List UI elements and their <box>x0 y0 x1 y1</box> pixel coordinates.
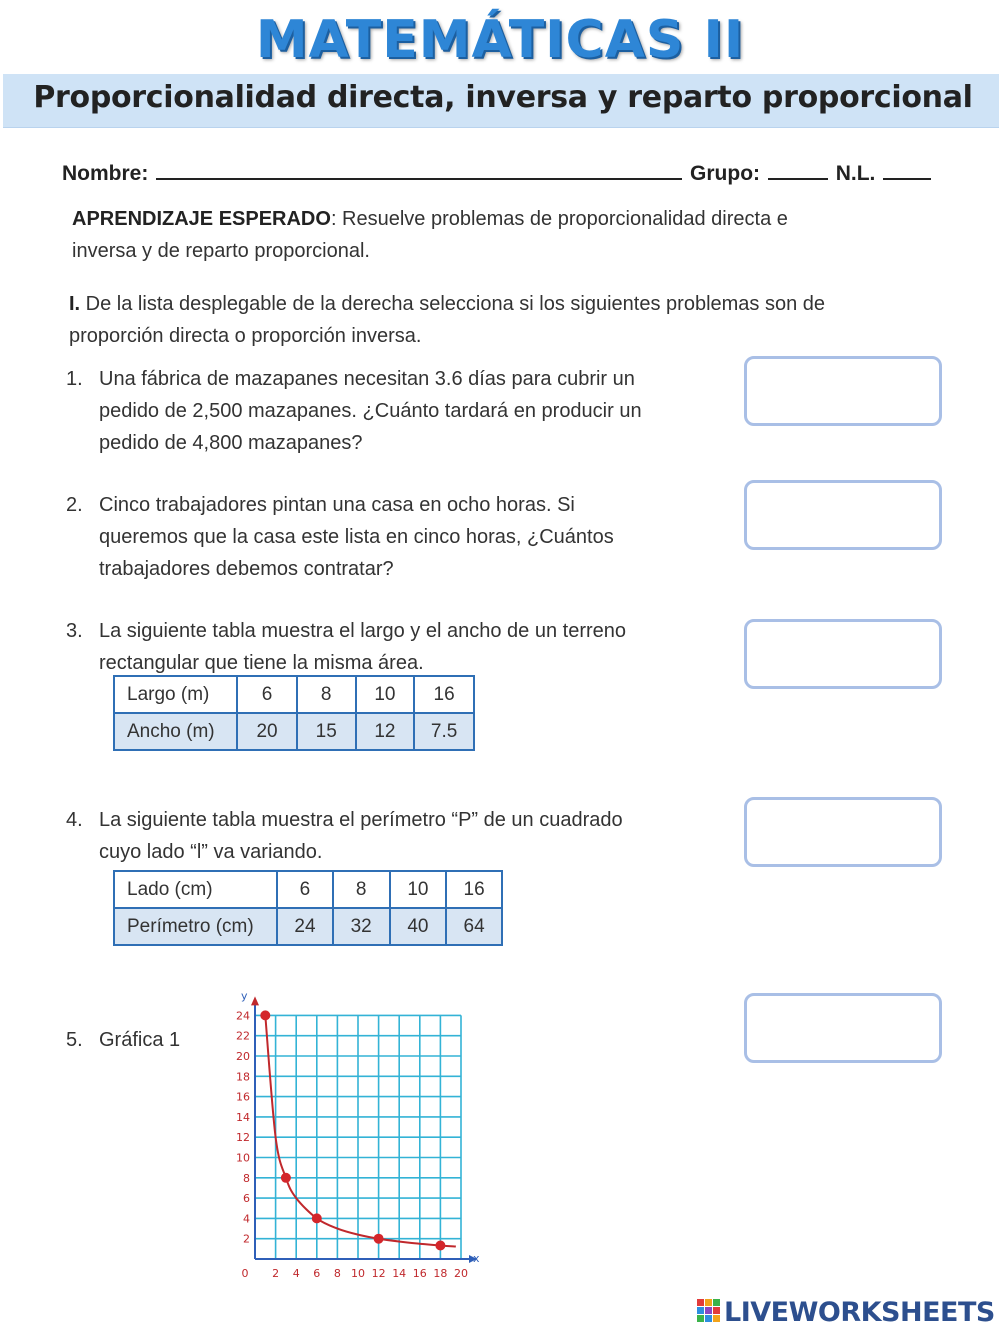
data-point <box>435 1241 445 1251</box>
question-3-line: rectangular que tiene la misma área. <box>99 652 424 674</box>
question-3-line: La siguiente tabla muestra el largo y el ancho de un terreno <box>99 620 627 642</box>
table-cell: 8 <box>297 676 356 713</box>
objective-label: APRENDIZAJE ESPERADO <box>72 208 331 230</box>
data-point <box>312 1213 322 1223</box>
x-tick-label: 14 <box>392 1267 407 1280</box>
y-tick-label: 8 <box>243 1171 250 1185</box>
answer-dropdown-3[interactable] <box>744 619 942 689</box>
question-1-line: pedido de 4,800 mazapanes? <box>99 432 363 454</box>
nl-field[interactable] <box>883 162 931 180</box>
instructions-text-1: De la lista desplegable de la derecha selecciona si los siguientes problemas son de <box>80 293 826 315</box>
x-tick-label: 10 <box>351 1267 365 1280</box>
table-cell: 7.5 <box>414 713 474 750</box>
question-4-line: La siguiente tabla muestra el perímetro “P” de un cuadrado <box>99 809 623 831</box>
y-tick-label: 4 <box>243 1212 250 1226</box>
table-cell: 24 <box>277 908 333 945</box>
page-subtitle: Proporcionalidad directa, inversa y reparto proporcional <box>33 80 973 115</box>
question-2-line: Cinco trabajadores pintan una casa en ocho horas. Si <box>99 494 575 516</box>
x-tick-label: 20 <box>454 1267 468 1280</box>
table-cell: 10 <box>390 871 447 908</box>
student-info-line <box>62 162 933 186</box>
group-field[interactable] <box>768 162 828 180</box>
x-tick-label: 4 <box>292 1267 300 1280</box>
x-tick-label: 16 <box>412 1267 427 1280</box>
liveworksheets-grid-icon <box>697 1299 721 1323</box>
question-2-line: trabajadores debemos contratar? <box>99 558 394 580</box>
y-tick-label: 6 <box>243 1192 250 1206</box>
question-4-number: 4. <box>66 809 83 831</box>
liveworksheets-logo-text: LIVEWORKSHEETS <box>724 1297 995 1328</box>
x-tick-label: 0 <box>241 1267 249 1280</box>
table-row-label: Lado (cm) <box>114 871 277 908</box>
y-tick-label: 22 <box>236 1029 250 1043</box>
x-tick-label: 6 <box>313 1267 321 1280</box>
table-cell: 12 <box>356 713 415 750</box>
x-tick-label: 8 <box>333 1267 341 1280</box>
group-label: Grupo: <box>690 162 761 185</box>
learning-objective <box>72 203 788 267</box>
question-1-text <box>99 363 642 459</box>
answer-dropdown-4[interactable] <box>744 797 942 867</box>
y-tick-label: 16 <box>236 1090 250 1104</box>
table-cell: 64 <box>446 908 502 945</box>
nl-label: N.L. <box>835 162 876 185</box>
table-lado-perimetro <box>113 870 503 946</box>
question-5-number: 5. <box>66 1029 83 1051</box>
question-1-line: Una fábrica de mazapanes necesitan 3.6 días para cubrir un <box>99 368 635 390</box>
y-tick-label: 10 <box>236 1151 250 1165</box>
y-tick-label: 12 <box>236 1131 250 1145</box>
instructions-number: I. <box>69 293 81 315</box>
x-tick-label: 2 <box>272 1267 280 1280</box>
x-axis-label: x <box>473 1252 480 1265</box>
name-field[interactable] <box>156 162 682 180</box>
table-cell: 15 <box>297 713 356 750</box>
question-5-text <box>99 1024 180 1056</box>
instructions <box>69 288 825 352</box>
table-row-label: Largo (m) <box>114 676 237 713</box>
question-2-number: 2. <box>66 494 83 516</box>
y-axis-arrow <box>251 996 259 1005</box>
table-largo-ancho <box>113 675 475 751</box>
table-cell: 40 <box>390 908 447 945</box>
table-cell: 6 <box>277 871 333 908</box>
table-row-label: Perímetro (cm) <box>114 908 277 945</box>
y-tick-label: 18 <box>236 1070 250 1084</box>
objective-text-2: inversa y de reparto proporcional. <box>72 240 370 262</box>
y-axis-label: y <box>241 989 248 1003</box>
table-cell: 20 <box>237 713 297 750</box>
question-3-text <box>99 615 626 679</box>
x-tick-label: 18 <box>433 1267 448 1280</box>
y-tick-label: 14 <box>236 1110 250 1124</box>
question-4-line: cuyo lado “l” va variando. <box>99 841 323 863</box>
page-title: MATEMÁTICAS II <box>255 10 745 70</box>
table-row-label: Ancho (m) <box>114 713 237 750</box>
x-tick-label: 12 <box>371 1267 386 1280</box>
curve-line <box>265 1015 456 1246</box>
graph-1-chart <box>213 989 480 1285</box>
table-cell: 32 <box>333 908 390 945</box>
question-2-line: queremos que la casa este lista en cinco horas, ¿Cuántos <box>99 526 614 548</box>
question-5-line: Gráfica 1 <box>99 1029 181 1051</box>
table-cell: 10 <box>356 676 415 713</box>
name-label: Nombre: <box>62 162 149 185</box>
answer-dropdown-5[interactable] <box>744 993 942 1063</box>
question-1-line: pedido de 2,500 mazapanes. ¿Cuánto tardará en producir un <box>99 400 642 422</box>
data-point <box>260 1010 270 1020</box>
table-cell: 8 <box>333 871 390 908</box>
data-point <box>374 1234 384 1244</box>
data-point <box>281 1173 291 1183</box>
question-2-text <box>99 489 614 585</box>
y-tick-label: 2 <box>243 1232 250 1246</box>
question-3-number: 3. <box>66 620 83 642</box>
table-cell: 16 <box>414 676 474 713</box>
liveworksheets-logo <box>697 1297 995 1328</box>
question-4-text <box>99 804 623 868</box>
objective-text-1: : Resuelve problemas de proporcionalidad directa e <box>330 208 788 230</box>
y-tick-label: 24 <box>236 1009 250 1023</box>
question-1-number: 1. <box>66 368 83 390</box>
answer-dropdown-1[interactable] <box>744 356 942 426</box>
table-cell: 6 <box>237 676 297 713</box>
instructions-text-2: proporción directa o proporción inversa. <box>69 325 422 347</box>
answer-dropdown-2[interactable] <box>744 480 942 550</box>
y-tick-label: 20 <box>236 1050 250 1063</box>
table-cell: 16 <box>446 871 502 908</box>
